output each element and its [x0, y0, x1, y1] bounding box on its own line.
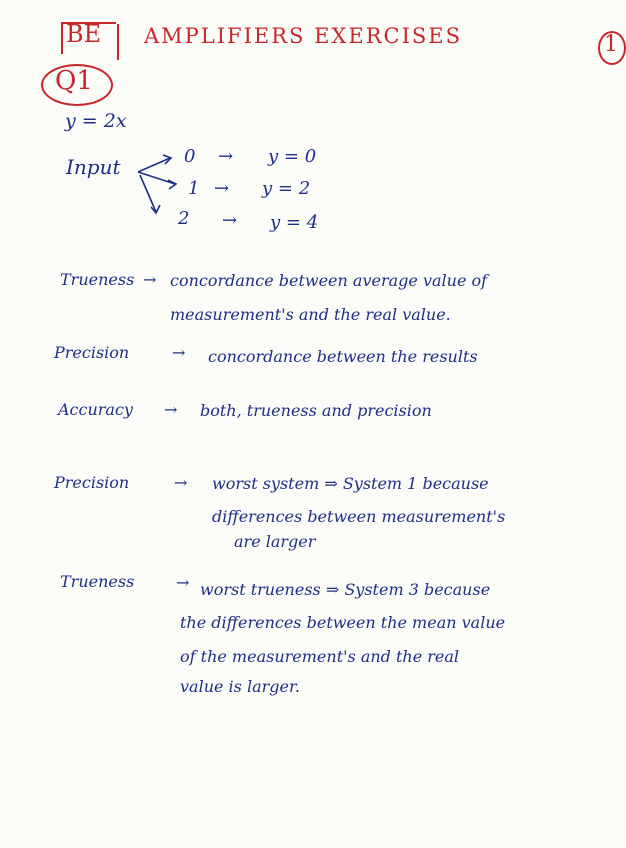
answer-precision-line3: are larger	[234, 532, 316, 551]
answer-precision-term: Precision	[54, 473, 130, 492]
answer-trueness-arrow: →	[176, 573, 190, 592]
input-row-0-y: y = 0	[268, 146, 317, 167]
input-row-2-x: 2	[178, 208, 190, 229]
definition-accuracy-term: Accuracy	[58, 400, 133, 419]
input-row-2-y: y = 4	[270, 212, 319, 233]
definition-accuracy-line1: both, trueness and precision	[200, 401, 432, 420]
input-row-0-x: 0	[184, 146, 196, 167]
input-row-1-x: 1	[188, 178, 200, 199]
definition-accuracy-arrow: →	[164, 400, 178, 419]
definition-trueness-term: Trueness	[60, 270, 135, 289]
answer-trueness-line1: worst trueness ⇒ System 3 because	[200, 580, 491, 599]
answer-trueness-line2: the differences between the mean value	[180, 613, 506, 632]
input-row-1-arrow: →	[214, 178, 230, 199]
definition-trueness-line1: concordance between average value of	[170, 271, 488, 290]
definition-trueness-line2: measurement's and the real value.	[170, 305, 451, 324]
question-label: Q1	[55, 66, 93, 96]
answer-trueness-term: Trueness	[60, 572, 135, 591]
definition-precision-line1: concordance between the results	[208, 347, 478, 366]
answer-precision-line1: worst system ⇒ System 1 because	[212, 474, 489, 493]
input-label: Input	[66, 155, 121, 179]
page-number: 1	[604, 32, 618, 57]
equation: y = 2x	[65, 110, 127, 132]
answer-trueness-line4: value is larger.	[180, 677, 300, 696]
definition-precision-arrow: →	[172, 343, 186, 362]
definition-precision-term: Precision	[54, 343, 130, 362]
answer-trueness-line3: of the measurement's and the real	[180, 647, 460, 666]
input-row-1-y: y = 2	[262, 178, 311, 199]
input-row-0-arrow: →	[218, 146, 234, 167]
be-label: BE	[66, 20, 102, 48]
answer-precision-line2: differences between measurement's	[212, 507, 506, 526]
definition-trueness-arrow: →	[143, 270, 157, 289]
answer-precision-arrow: →	[174, 473, 188, 492]
page-title: AMPLIFIERS EXERCISES	[144, 24, 462, 48]
input-row-2-arrow: →	[222, 210, 238, 231]
